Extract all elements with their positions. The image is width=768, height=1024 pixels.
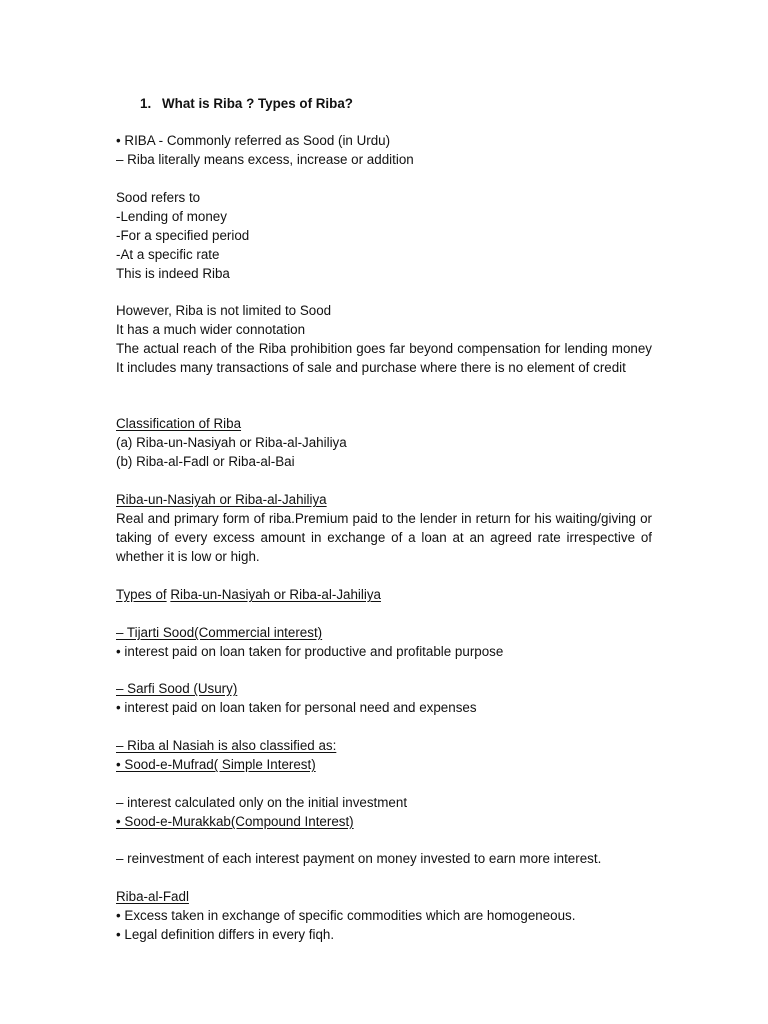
classification-title: Classification of Riba	[116, 416, 242, 431]
riba-meaning: – Riba literally means excess, increase or addition	[116, 152, 414, 167]
section-title: What is Riba ? Types of Riba?	[162, 96, 353, 111]
sood-conclusion: This is indeed Riba	[116, 266, 230, 281]
nasiah-class-title: – Riba al Nasiah is also classified as:	[116, 738, 337, 753]
types-prefix: Types of	[116, 587, 167, 602]
riba-bullet: • RIBA - Commonly referred as Sood (in Urdu)	[116, 133, 391, 148]
mufrad-desc: – interest calculated only on the initial investment	[116, 795, 408, 810]
sood-item-lending: -Lending of money	[116, 209, 227, 224]
prohibition-paragraph: The actual reach of the Riba prohibition goes far beyond compensation for lending money It includes many transactions of sale and purchase where there is no element of credit	[116, 341, 652, 375]
fadl-bullet-2: • Legal definition differs in every fiqh.	[116, 927, 335, 942]
section-heading	[140, 94, 353, 113]
mufrad-title: • Sood-e-Mufrad( Simple Interest)	[116, 757, 316, 772]
nasiyah-paragraph: Real and primary form of riba.Premium paid to the lender in return for his waiting/giving or taking of every excess amount in exchange of a loan at an agreed rate irrespective of whether it is low or high.	[116, 511, 652, 564]
sood-item-rate: -At a specific rate	[116, 247, 220, 262]
sarfi-desc: • interest paid on loan taken for personal need and expenses	[116, 700, 477, 715]
sarfi-title: – Sarfi Sood (Usury)	[116, 681, 238, 696]
murakkab-title: • Sood-e-Murakkab(Compound Interest)	[116, 814, 354, 829]
nasiyah-title: Riba-un-Nasiyah or Riba-al-Jahiliya	[116, 492, 327, 507]
tijarti-title: – Tijarti Sood(Commercial interest)	[116, 625, 323, 640]
classification-a: (a) Riba-un-Nasiyah or Riba-al-Jahiliya	[116, 435, 347, 450]
fadl-title: Riba-al-Fadl	[116, 889, 189, 904]
sood-item-period: -For a specified period	[116, 228, 250, 243]
sood-refers: Sood refers to	[116, 190, 201, 205]
types-name: Riba-un-Nasiyah or Riba-al-Jahiliya	[170, 587, 381, 602]
however-line-1: However, Riba is not limited to Sood	[116, 303, 332, 318]
however-line-2: It has a much wider connotation	[116, 322, 306, 337]
classification-b: (b) Riba-al-Fadl or Riba-al-Bai	[116, 454, 295, 469]
murakkab-desc: – reinvestment of each interest payment on money invested to earn more interest.	[116, 851, 602, 866]
tijarti-desc: • interest paid on loan taken for productive and profitable purpose	[116, 644, 504, 659]
fadl-bullet-1: • Excess taken in exchange of specific commodities which are homogeneous.	[116, 908, 576, 923]
types-heading	[116, 585, 381, 604]
section-number: 1.	[140, 96, 152, 111]
